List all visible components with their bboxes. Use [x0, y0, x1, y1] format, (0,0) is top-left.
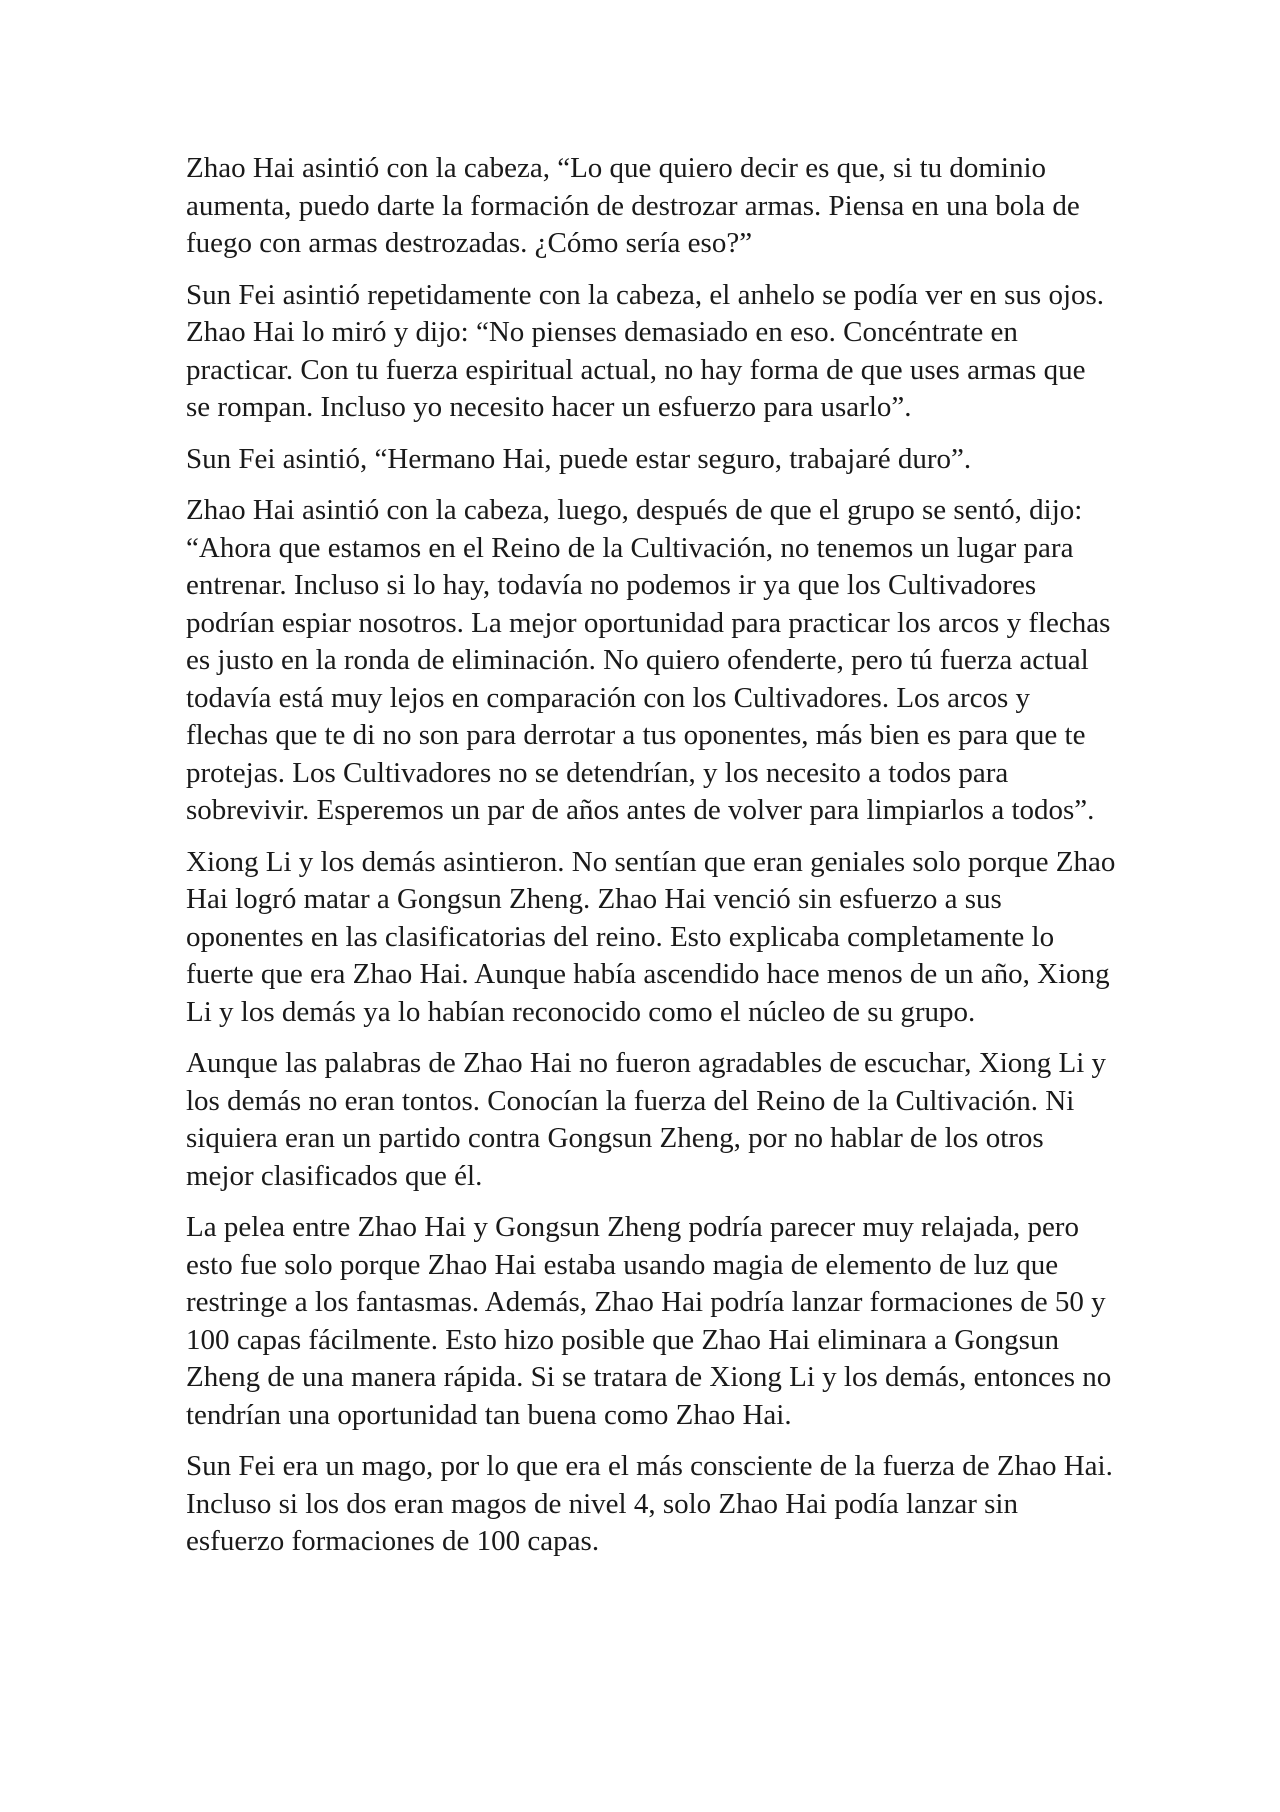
paragraph-8: Sun Fei era un mago, por lo que era el más consciente de la fuerza de Zhao Hai. Incluso si los dos eran magos de nivel 4, solo Zhao Hai podía lanzar sin esfuerzo formaciones de 100 capas. [186, 1450, 1113, 1557]
paragraph-4: Zhao Hai asintió con la cabeza, luego, después de que el grupo se sentó, dijo: “Ahora que estamos en el Reino de la Cultivación, no tenemos un lugar para entrenar. Incluso si lo hay, todavía no podemos ir ya que los Cultivadores podrían espiar nosotros. La mejor oportunidad para practicar los arcos y flechas es justo en la ronda de eliminación. No quiero ofenderte, pero tú fuerza actual todavía está muy lejos en comparación con los Cultivadores. Los arcos y flechas que te di no son para derrotar a tus oponentes, más bien es para que te protejas. Los Cultivadores no se detendrían, y los necesito a todos para sobrevivir. Esperemos un par de años antes de volver para limpiarlos a todos”. [186, 494, 1111, 826]
paragraph-2: Sun Fei asintió repetidamente con la cabeza, el anhelo se podía ver en sus ojos. Zhao Hai lo miró y dijo: “No pienses demasiado en eso. Concéntrate en practicar. Con tu fuerza espiritual actual, no hay forma de que uses armas que se rompan. Incluso yo necesito hacer un esfuerzo para usarlo”. [186, 278, 1105, 423]
paragraph-7: La pelea entre Zhao Hai y Gongsun Zheng podría parecer muy relajada, pero esto fue solo porque Zhao Hai estaba usando magia de elemento de luz que restringe a los fantasmas. Además, Zhao Hai podría lanzar formaciones de 50 y 100 capas fácilmente. Esto hizo posible que Zhao Hai eliminara a Gongsun Zheng de una manera rápida. Si se tratara de Xiong Li y los demás, entonces no tendrían una oportunidad tan buena como Zhao Hai. [186, 1211, 1112, 1431]
text-body [186, 150, 1116, 1575]
paragraph-1: Zhao Hai asintió con la cabeza, “Lo que quiero decir es que, si tu dominio aumenta, puedo darte la formación de destrozar armas. Piensa en una bola de fuego con armas destrozadas. ¿Cómo sería eso?” [186, 152, 1080, 259]
paragraph-3: Sun Fei asintió, “Hermano Hai, puede estar seguro, trabajaré duro”. [186, 442, 972, 475]
paragraph-5: Xiong Li y los demás asintieron. No sentían que eran geniales solo porque Zhao Hai logró matar a Gongsun Zheng. Zhao Hai venció sin esfuerzo a sus oponentes en las clasificatorias del reino. Esto explicaba completamente lo fuerte que era Zhao Hai. Aunque había ascendido hace menos de un año, Xiong Li y los demás ya lo habían reconocido como el núcleo de su grupo. [186, 845, 1116, 1028]
paragraph-6: Aunque las palabras de Zhao Hai no fueron agradables de escuchar, Xiong Li y los demás no eran tontos. Conocían la fuerza del Reino de la Cultivación. Ni siquiera eran un partido contra Gongsun Zheng, por no hablar de los otros mejor clasificados que él. [186, 1047, 1107, 1192]
